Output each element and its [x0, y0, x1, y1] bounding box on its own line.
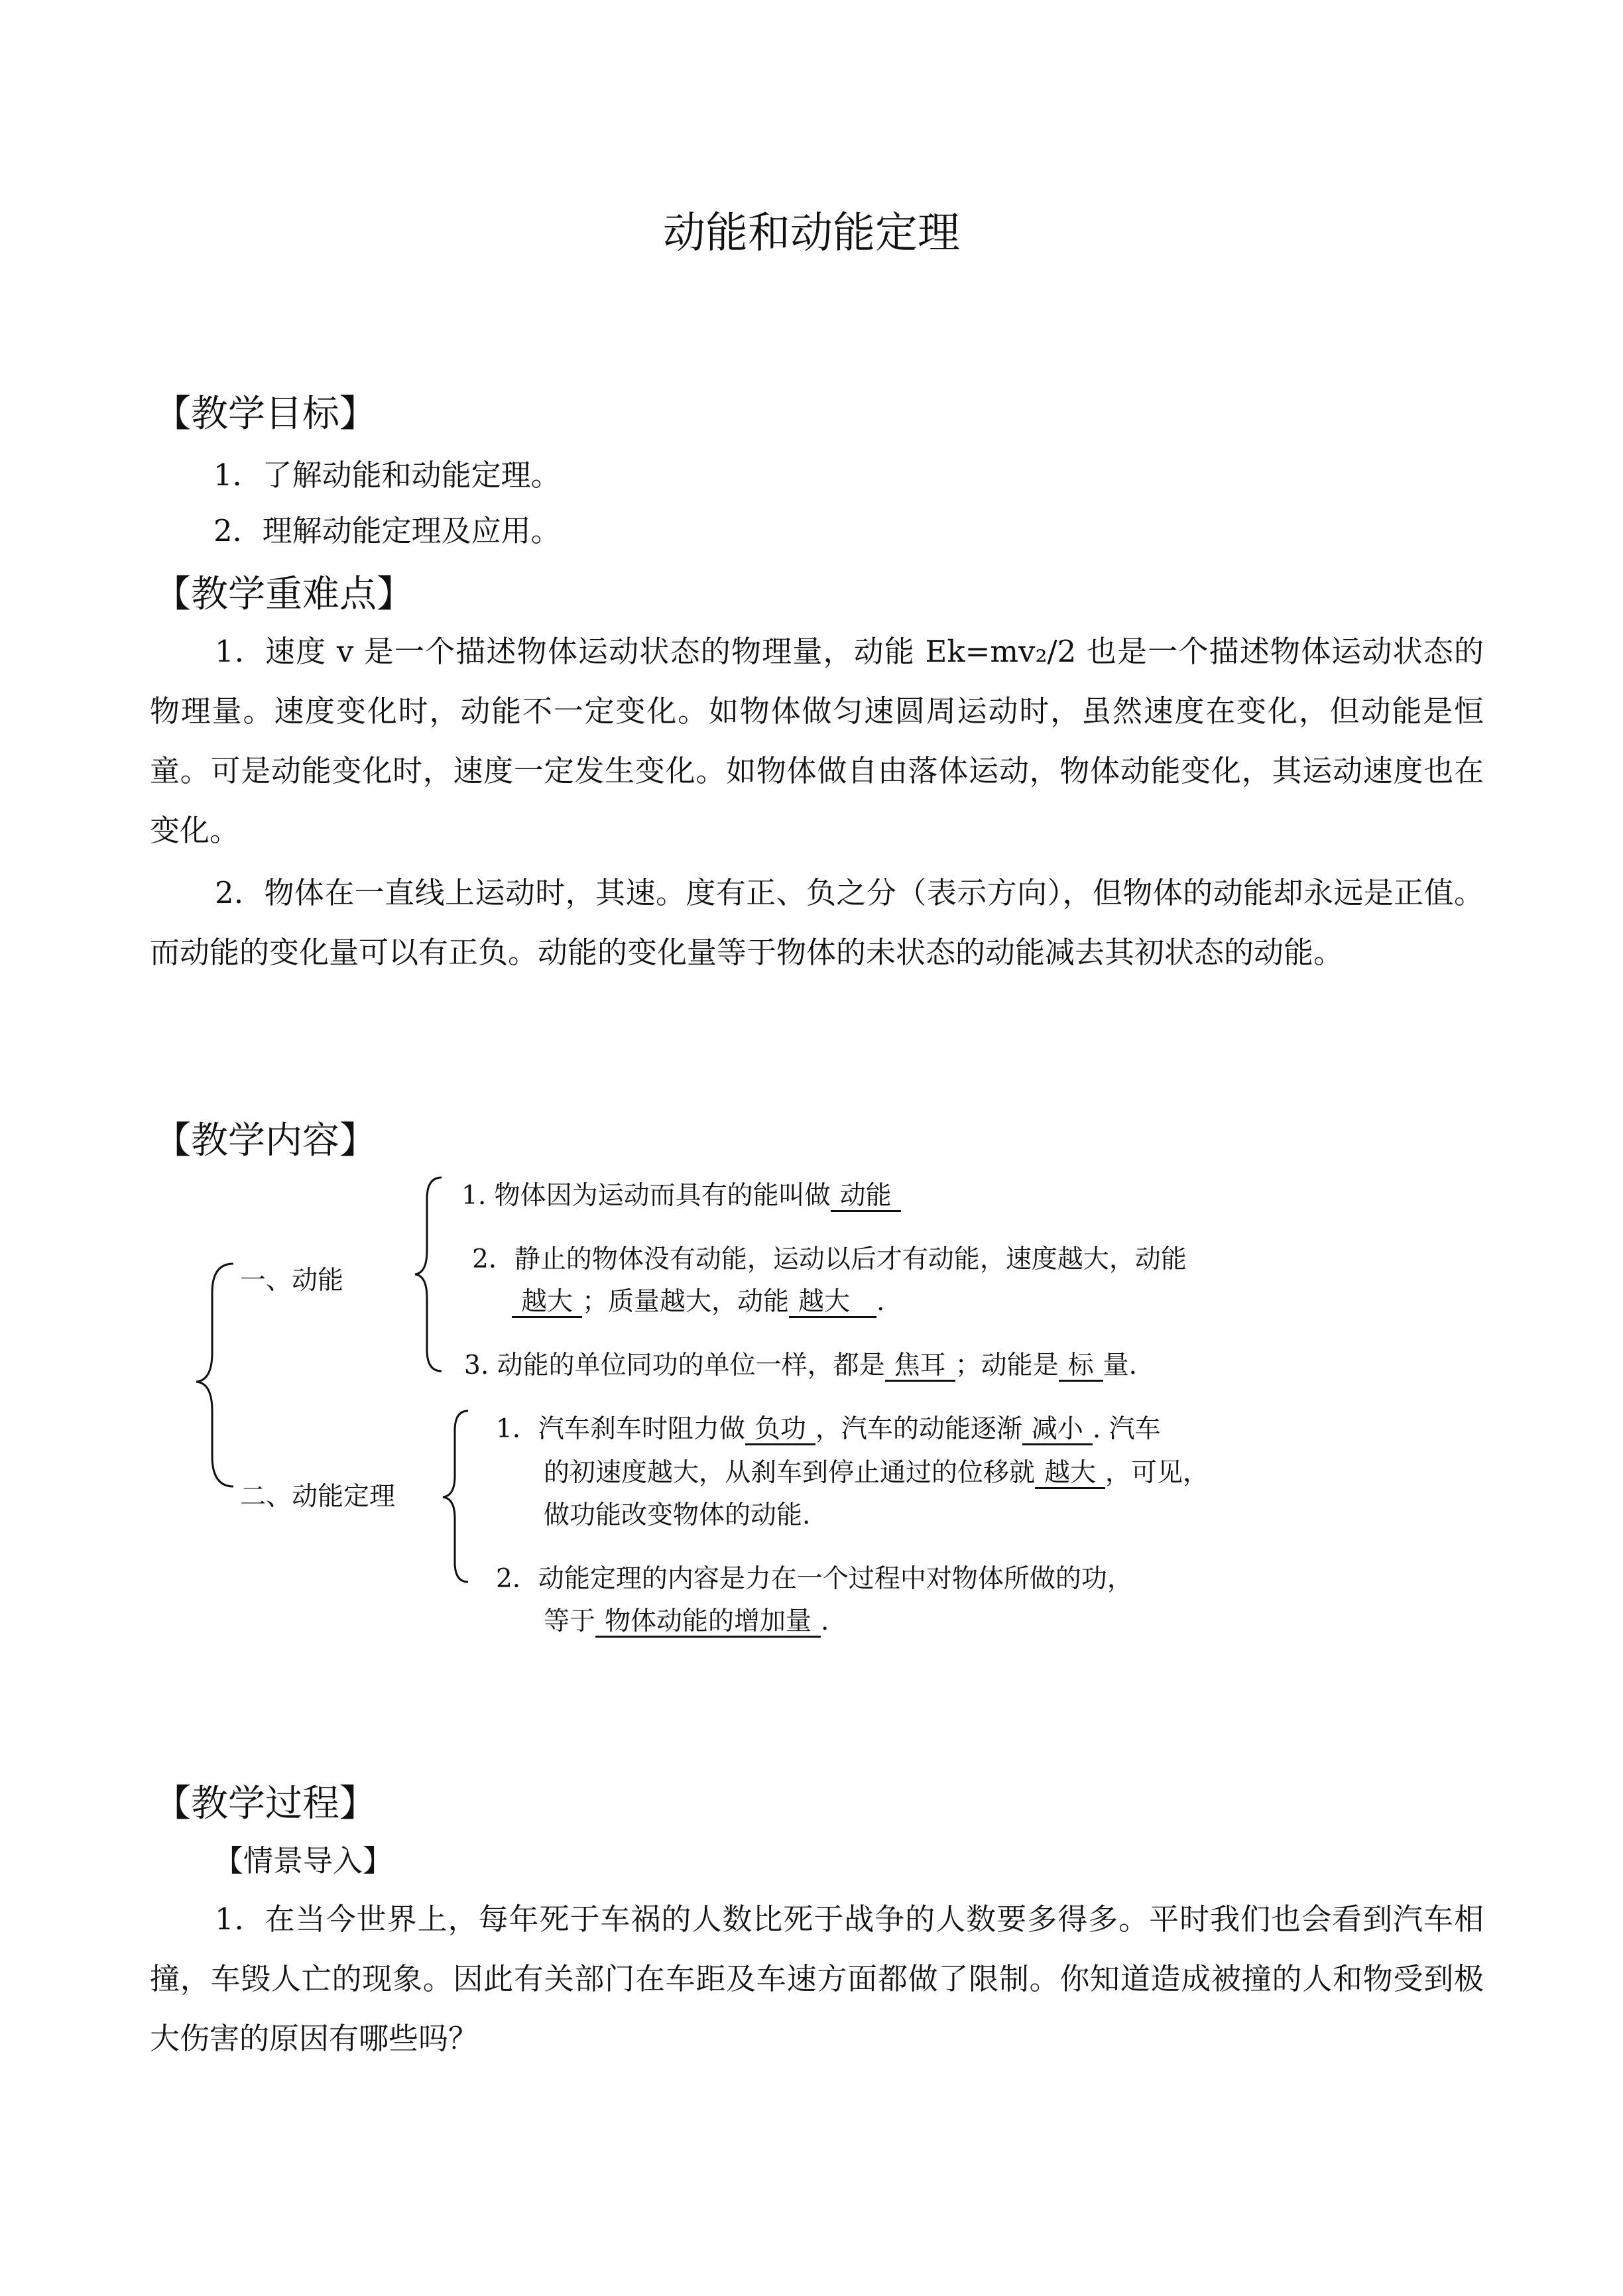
difficulty-paragraph-1: 1．速度 v 是一个描述物体运动状态的物理量，动能 Ek=mv₂/2 也是一个描述物体运动状态的物理量。速度变化时，动能不一定变化。如物体做匀速圆周运动时，虽然速度在变化，但动能是恒童。可是动能变化时，速度一定发生变化。如物体做自由落体运动，物体动能变化，其运动速度也在变化。 — [150, 634, 1484, 848]
blank-scalar: 标 — [1059, 1353, 1103, 1382]
blank-larger-1: 越大 — [512, 1289, 582, 1318]
theorem-brace — [443, 1411, 468, 1582]
kinetic-label: 一、动能 — [240, 1266, 344, 1296]
kinetic-item-2-line2 — [512, 1281, 884, 1318]
process-paragraph-1: 1．在当今世界上，每年死于车祸的人数比死于战争的人数要多得多。平时我们也会看到汽车相撞，车毁人亡的现象。因此有关部门在车距及车速方面都做了限制。你知道造成被撞的人和物受到极大伤害的原因有哪些吗？ — [150, 1902, 1484, 2056]
blank-energy-increase: 物体动能的增加量 — [595, 1608, 821, 1638]
kinetic-item-2-mid: ；质量越大，动能 — [582, 1287, 790, 1317]
theorem-item-2-line2 — [544, 1601, 829, 1638]
kinetic-item-1-text: 1. 物体因为运动而具有的能叫做 — [461, 1181, 831, 1211]
content-heading: 【教学内容】 — [154, 1119, 377, 1162]
theorem-item-1-line2 — [544, 1452, 1209, 1489]
kinetic-item-3-mid: ；动能是 — [955, 1351, 1059, 1380]
theorem-item-1-line2a: 的初速度越大，从刹车到停止通过的位移就 — [544, 1458, 1036, 1488]
kinetic-item-3-end: 量. — [1103, 1351, 1138, 1380]
blank-larger-2: 越大 — [789, 1289, 876, 1318]
theorem-item-1-line1 — [496, 1408, 1161, 1445]
kinetic-item-3-text: 3. 动能的单位同功的单位一样，都是 — [464, 1351, 885, 1380]
theorem-item-1-a: 1．汽车刹车时阻力做 — [496, 1414, 745, 1444]
theorem-item-1-line3: 做功能改变物体的动能. — [544, 1500, 811, 1530]
kinetic-brace — [415, 1178, 442, 1371]
blank-kinetic-energy: 动能 — [831, 1183, 901, 1212]
difficulties-heading: 【教学重难点】 — [154, 573, 414, 616]
theorem-item-2-end: . — [821, 1606, 829, 1636]
objectives-heading: 【教学目标】 — [154, 393, 377, 436]
process-heading: 【教学过程】 — [154, 1782, 377, 1825]
kinetic-item-3 — [464, 1345, 1137, 1382]
scenario-subheading: 【情景导入】 — [213, 1843, 393, 1878]
kinetic-item-1 — [461, 1175, 901, 1212]
objective-item-1: 1．了解动能和动能定理。 — [213, 457, 561, 493]
blank-joule: 焦耳 — [885, 1353, 955, 1382]
difficulty-paragraph-2: 2．物体在一直线上运动时，其速。度有正、负之分（表示方向），但物体的动能却永远是正值。而动能的变化量可以有正负。动能的变化量等于物体的未状态的动能减去其初状态的动能。 — [150, 875, 1484, 970]
outer-brace — [196, 1264, 233, 1486]
document-title: 动能和动能定理 — [663, 209, 960, 258]
kinetic-item-2-line1: 2．静止的物体没有动能，运动以后才有动能，速度越大，动能 — [472, 1244, 1187, 1274]
blank-negative-work: 负功 — [745, 1416, 815, 1445]
theorem-item-1-b: ，汽车的动能逐渐 — [815, 1414, 1022, 1444]
blank-decrease: 减小 — [1022, 1416, 1093, 1445]
objective-item-2: 2．理解动能定理及应用。 — [213, 513, 561, 548]
blank-larger-displacement: 越大 — [1035, 1460, 1105, 1489]
kinetic-item-2-end: . — [876, 1287, 885, 1317]
theorem-label: 二、动能定理 — [240, 1482, 396, 1512]
theorem-item-2-line1: 2．动能定理的内容是力在一个过程中对物体所做的功， — [496, 1564, 1133, 1594]
theorem-item-1-line2b: ，可见， — [1105, 1458, 1209, 1488]
theorem-item-2-a: 等于 — [544, 1606, 596, 1636]
theorem-item-1-c: . 汽车 — [1092, 1414, 1161, 1444]
